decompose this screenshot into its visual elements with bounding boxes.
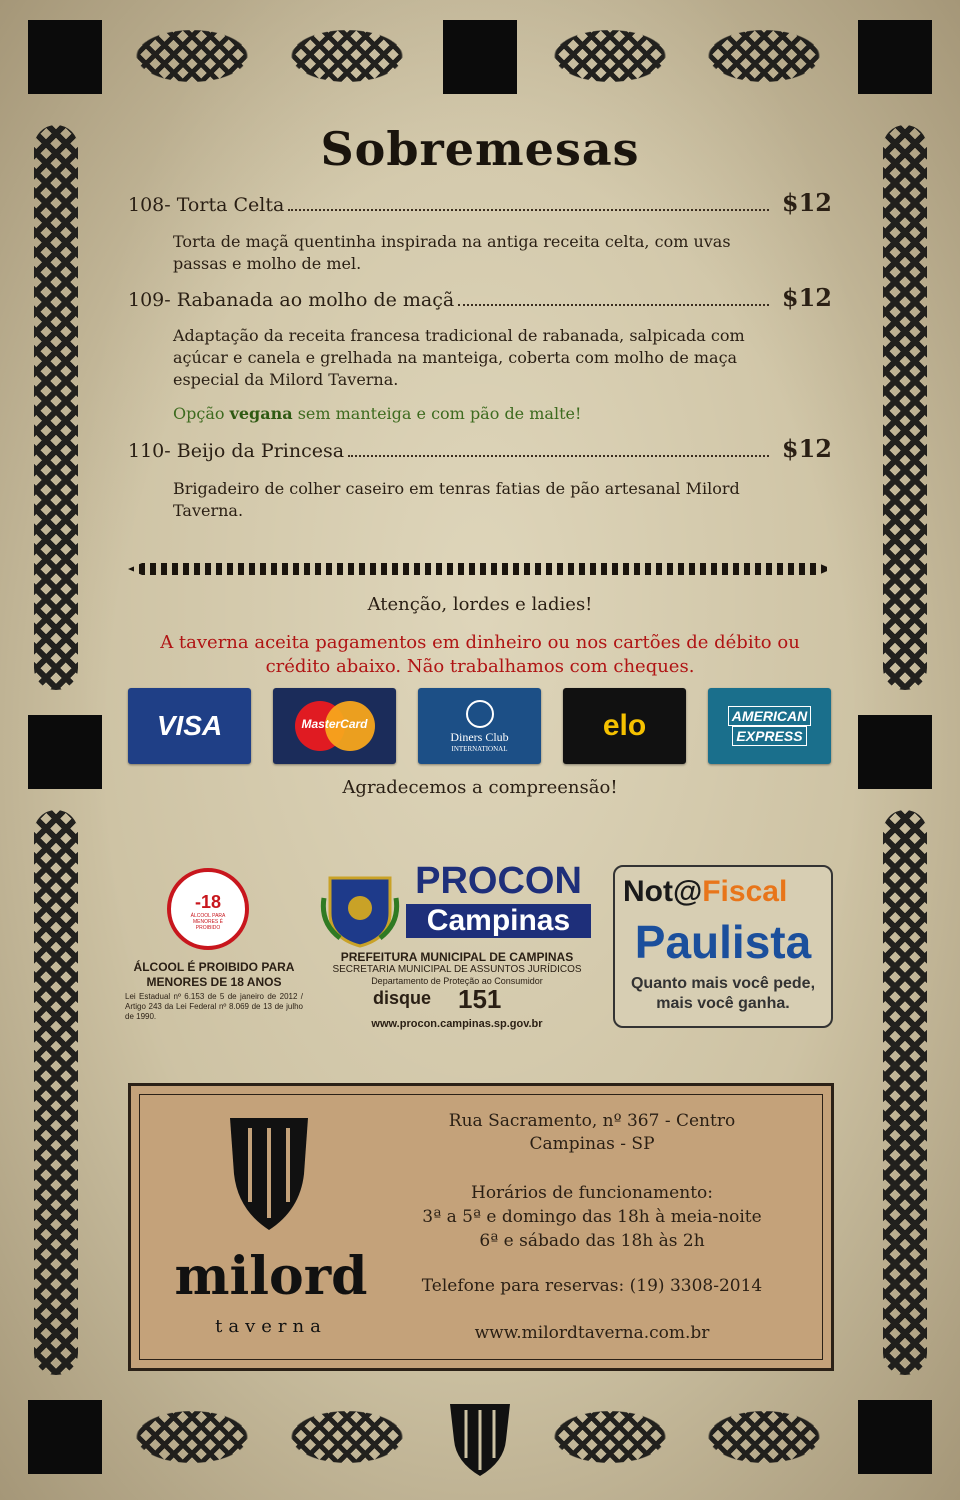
celtic-knot-ornament	[128, 1407, 256, 1467]
celtic-knot-border-right	[883, 810, 927, 1375]
visa-card-logo: VISA	[128, 688, 251, 764]
campinas-coat-of-arms	[320, 868, 400, 948]
item-name: Torta Celta	[176, 194, 285, 216]
mastercard-logo: MasterCard	[273, 688, 396, 764]
notice-greeting: Atenção, lordes e ladies!	[367, 594, 593, 615]
item-number: 108-	[128, 194, 171, 216]
item-description: Torta de maçã quentinha inspirada na antiga receita celta, com uvas passas e molho de mel.	[173, 232, 731, 273]
center-square	[443, 20, 517, 94]
milord-wordmark: milord	[174, 1246, 368, 1307]
hours-line1: 3ª a 5ª e domingo das 18h à meia-noite	[422, 1207, 762, 1227]
menu-item-109	[128, 289, 773, 311]
item-name: Rabanada ao molho de maçã	[176, 289, 455, 311]
reservation-phone: Telefone para reservas: (19) 3308-2014	[421, 1276, 763, 1296]
item-description: Brigadeiro de colher caseiro em tenras fatias de pão artesanal Milord Taverna.	[173, 479, 740, 520]
item-description: Adaptação da receita francesa tradicional de rabanada, salpicada com açúcar e canela e grelhada na manteiga, coberta com molho de maça especial da Milord Taverna.	[173, 326, 745, 389]
vegan-highlight: vegana	[229, 404, 293, 423]
legal-logos-row	[120, 860, 840, 1035]
page-title: Sobremesas	[320, 122, 640, 176]
elo-logo: elo	[563, 688, 686, 764]
milord-emblem-small	[446, 1400, 514, 1478]
vegan-option-note: Opção vegana sem manteiga e com pão de malte!	[173, 404, 582, 423]
milord-emblem	[226, 1114, 312, 1234]
payment-notice-line2: crédito abaixo. Não trabalhamos com cheques.	[265, 656, 695, 677]
diners-club-logo: Diners Club INTERNATIONAL	[418, 688, 541, 764]
item-price: $12	[781, 188, 832, 217]
item-name: Beijo da Princesa	[176, 440, 345, 462]
alcohol-warning: -18 ÁLCOOL PARA MENORES É PROIBIDO ÁLCOOL É PROIBIDO PARA MENORES DE 18 ANOS Lei Estadual nº 6.153 de 5 de janeiro de 2012 / Artigo 243 da Lei Federal nº 8.069 de 13 de julho de 1990.	[120, 860, 305, 1035]
menu-item-108	[128, 194, 773, 216]
taverna-wordmark: taverna	[215, 1316, 327, 1337]
website-link[interactable]: www.milordtaverna.com.br	[474, 1323, 710, 1343]
item-price: $12	[781, 434, 832, 463]
payment-notice-line1: A taverna aceita pagamentos em dinheiro ou nos cartões de débito ou	[160, 632, 800, 653]
item-number: 109-	[128, 289, 171, 311]
diamond-divider	[128, 563, 832, 575]
celtic-knot-ornament	[283, 1407, 411, 1467]
menu-item-110	[128, 440, 773, 462]
celtic-knot-ornament	[546, 1407, 674, 1467]
under-18-badge: -18 ÁLCOOL PARA MENORES É PROIBIDO	[167, 868, 249, 950]
thanks-text: Agradecemos a compreensão!	[342, 777, 618, 798]
address-line2: Campinas - SP	[529, 1134, 655, 1154]
celtic-knot-ornament	[700, 26, 828, 86]
celtic-knot-ornament	[546, 26, 674, 86]
nota-fiscal-paulista-logo: Not@Fiscal Paulista Quanto mais você pede, mais você ganha.	[613, 865, 833, 1028]
hours-line2: 6ª e sábado das 18h às 2h	[479, 1231, 705, 1251]
celtic-knot-ornament	[128, 26, 256, 86]
celtic-knot-ornament	[700, 1407, 828, 1467]
celtic-knot-border-left	[34, 810, 78, 1375]
celtic-knot-ornament	[283, 26, 411, 86]
corner-square	[28, 1400, 102, 1474]
corner-square	[28, 20, 102, 94]
american-express-logo: AMERICAN EXPRESS	[708, 688, 831, 764]
corner-square	[858, 20, 932, 94]
payment-cards	[128, 688, 831, 764]
item-number: 110-	[128, 440, 171, 462]
address-line1: Rua Sacramento, nº 367 - Centro	[448, 1111, 736, 1131]
procon-campinas-logo: PROCON Campinas PREFEITURA MUNICIPAL DE CAMPINAS SECRETARIA MUNICIPAL DE ASSUNTOS JURÍDICOS Departamento de Proteção ao Consumidor disque 151 www.procon.campinas.sp.gov.br	[318, 860, 598, 1035]
corner-square	[858, 1400, 932, 1474]
hours-title: Horários de funcionamento:	[471, 1183, 713, 1203]
item-price: $12	[781, 283, 832, 312]
